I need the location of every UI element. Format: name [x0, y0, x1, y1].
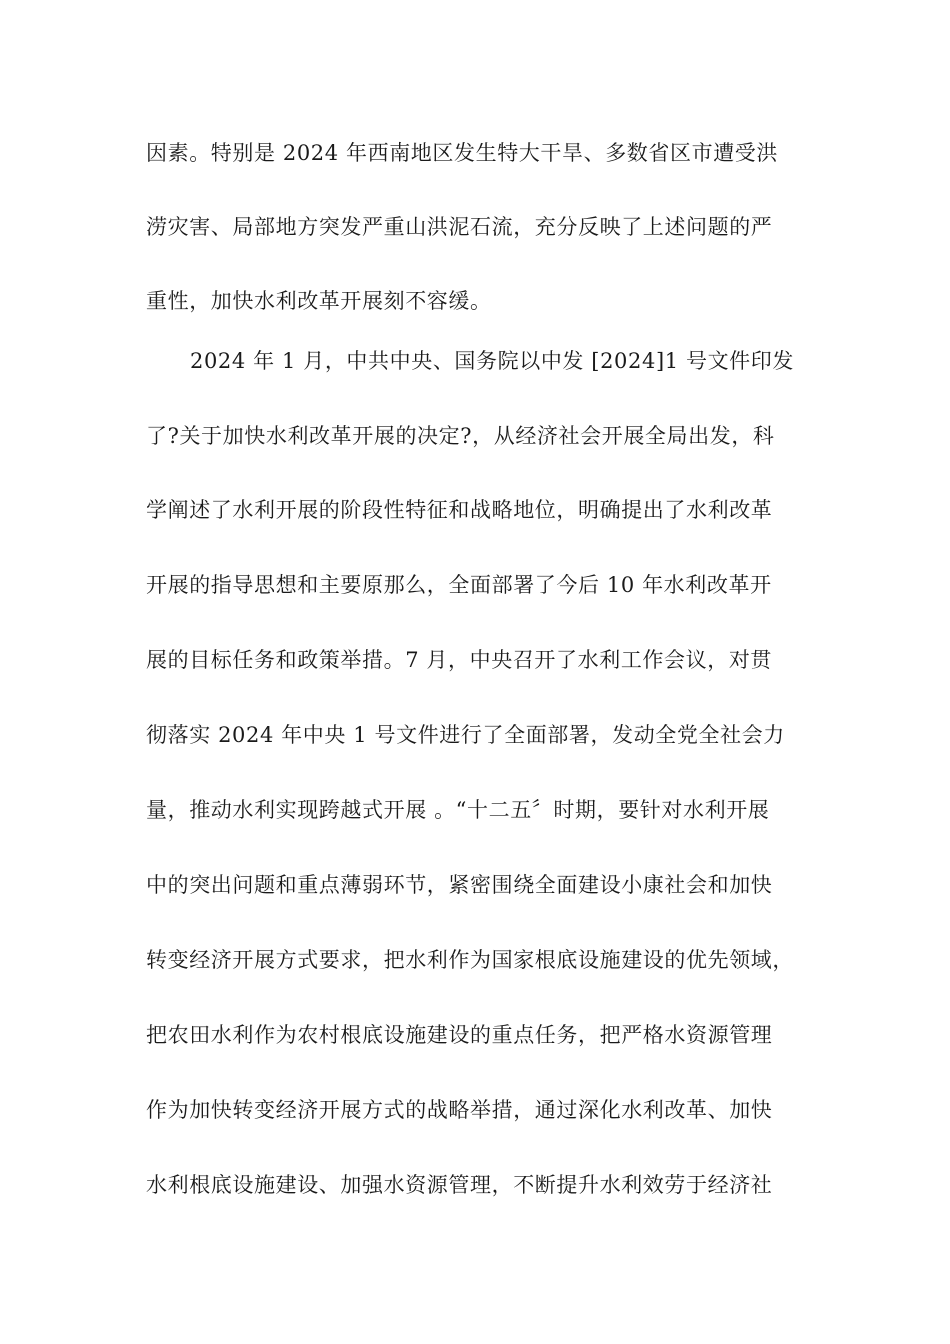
text-line-10: 量，推动水利实现跨越式开展 。“十二五〞时期，要针对水利开展	[146, 798, 770, 822]
text-line-1: 因素。特别是 2024 年西南地区发生特大干旱、多数省区市遭受洪	[146, 141, 778, 165]
text-line-7: 开展的指导思想和主要原那么，全面部署了今后 10 年水利改革开	[146, 573, 772, 597]
text-line-4: 2024 年 1 月，中共中央、国务院以中发 [2024]1 号文件印发	[190, 349, 794, 373]
text-line-5: 了?关于加快水利改革开展的决定?，从经济社会开展全局出发，科	[146, 424, 775, 448]
text-line-13: 把农田水利作为农村根底设施建设的重点任务，把严格水资源管理	[146, 1023, 773, 1047]
text-line-9: 彻落实 2024 年中央 1 号文件进行了全面部署，发动全党全社会力	[146, 723, 785, 747]
text-line-2: 涝灾害、局部地方突发严重山洪泥石流，充分反映了上述问题的严	[146, 215, 773, 239]
text-line-3: 重性，加快水利改革开展刻不容缓。	[146, 289, 492, 313]
text-line-15: 水利根底设施建设、加强水资源管理，不断提升水利效劳于经济社	[146, 1173, 773, 1197]
text-line-11: 中的突出问题和重点薄弱环节，紧密围绕全面建设小康社会和加快	[146, 873, 773, 897]
text-line-12: 转变经济开展方式要求，把水利作为国家根底设施建设的优先领域，	[146, 948, 794, 972]
text-line-14: 作为加快转变经济开展方式的战略举措，通过深化水利改革、加快	[146, 1098, 773, 1122]
text-line-8: 展的目标任务和政策举措。7 月，中央召开了水利工作会议，对贯	[146, 648, 773, 672]
text-line-6: 学阐述了水利开展的阶段性特征和战略地位，明确提出了水利改革	[146, 498, 773, 522]
